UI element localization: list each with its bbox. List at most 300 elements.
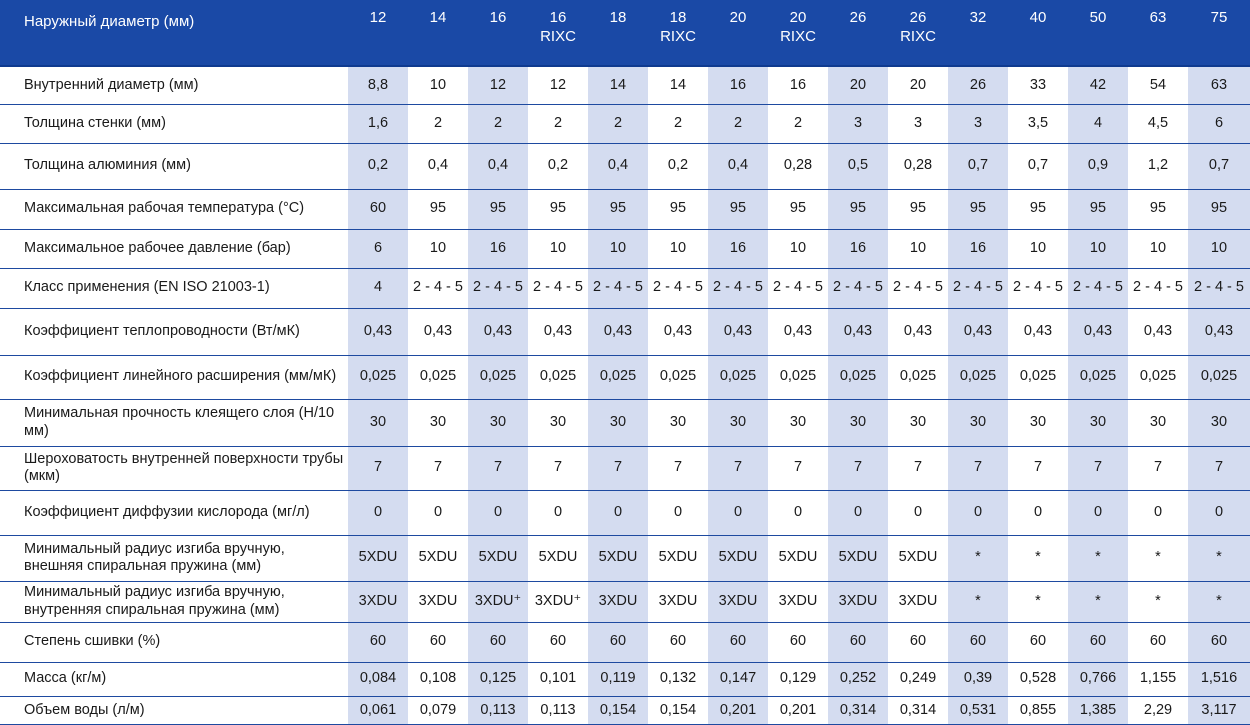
table-cell: 3	[948, 104, 1008, 143]
table-cell: 7	[588, 446, 648, 490]
table-cell: 5XDU	[408, 535, 468, 581]
table-cell: 60	[468, 622, 528, 662]
table-cell: 0,766	[1068, 662, 1128, 696]
table-cell: 16	[708, 229, 768, 268]
table-cell: 3XDU	[408, 581, 468, 622]
row-label: Коэффициент линейного расширения (мм/мК)	[0, 355, 348, 399]
table-cell: 0,2	[528, 143, 588, 189]
table-cell: 0,084	[348, 662, 408, 696]
table-cell: 30	[708, 399, 768, 446]
table-cell: 3,5	[1008, 104, 1068, 143]
table-cell: 4	[348, 268, 408, 308]
table-cell: 0,43	[1068, 308, 1128, 355]
table-cell: 54	[1128, 66, 1188, 104]
table-cell: 16	[828, 229, 888, 268]
row-label: Минимальный радиус изгиба вручную, внешняя спиральная пружина (мм)	[0, 535, 348, 581]
table-row	[0, 535, 1250, 581]
table-row	[0, 268, 1250, 308]
table-cell: 0,025	[1128, 355, 1188, 399]
column-header	[588, 0, 648, 66]
table-cell: 0,531	[948, 696, 1008, 725]
table-cell: 2 - 4 - 5	[768, 268, 828, 308]
row-label: Шероховатость внутренней поверхности трубы (мкм)	[0, 446, 348, 490]
table-cell: 2	[708, 104, 768, 143]
column-header-variant: RIXC	[660, 28, 696, 45]
table-row	[0, 399, 1250, 446]
table-cell: 5XDU	[768, 535, 828, 581]
table-cell: *	[1188, 581, 1250, 622]
table-cell: 16	[708, 66, 768, 104]
table-body	[0, 66, 1250, 725]
column-header-diameter: 40	[1029, 9, 1047, 26]
table-cell: 60	[948, 622, 1008, 662]
table-cell: 2 - 4 - 5	[888, 268, 948, 308]
table-cell: 30	[1188, 399, 1250, 446]
table-cell: 0,129	[768, 662, 828, 696]
table-cell: 0,43	[888, 308, 948, 355]
table-cell: 30	[408, 399, 468, 446]
table-cell: 0,125	[468, 662, 528, 696]
table-cell: 1,385	[1068, 696, 1128, 725]
table-cell: 0	[1068, 490, 1128, 535]
table-row	[0, 189, 1250, 229]
table-cell: 0,025	[708, 355, 768, 399]
table-cell: 10	[768, 229, 828, 268]
row-label: Максимальная рабочая температура (°C)	[0, 189, 348, 229]
table-cell: 0,28	[888, 143, 948, 189]
table-cell: 0	[948, 490, 1008, 535]
column-header	[708, 0, 768, 66]
table-cell: 3XDU	[588, 581, 648, 622]
column-header	[1128, 0, 1188, 66]
table-cell: 0,154	[588, 696, 648, 725]
table-cell: 0,101	[528, 662, 588, 696]
table-cell: 30	[768, 399, 828, 446]
table-cell: 95	[768, 189, 828, 229]
table-cell: 2	[528, 104, 588, 143]
table-cell: 12	[468, 66, 528, 104]
table-cell: 95	[1128, 189, 1188, 229]
table-cell: 3XDU	[708, 581, 768, 622]
table-cell: 0,113	[528, 696, 588, 725]
table-row	[0, 490, 1250, 535]
table-cell: 2	[648, 104, 708, 143]
table-cell: 0,201	[768, 696, 828, 725]
table-cell: 2 - 4 - 5	[948, 268, 1008, 308]
table-cell: 0,154	[648, 696, 708, 725]
table-cell: 0,43	[1128, 308, 1188, 355]
table-cell: 0,108	[408, 662, 468, 696]
table-cell: 0,025	[468, 355, 528, 399]
row-label: Коэффициент теплопроводности (Вт/мК)	[0, 308, 348, 355]
table-cell: 10	[648, 229, 708, 268]
table-row	[0, 696, 1250, 725]
column-header-diameter: 12	[369, 9, 387, 26]
table-cell: 0,147	[708, 662, 768, 696]
row-label: Коэффициент диффузии кислорода (мг/л)	[0, 490, 348, 535]
table-cell: 1,6	[348, 104, 408, 143]
row-label: Толщина алюминия (мм)	[0, 143, 348, 189]
table-cell: 3XDU	[648, 581, 708, 622]
column-header-diameter: 20	[789, 9, 807, 26]
table-cell: 0,43	[408, 308, 468, 355]
table-cell: 3XDU⁺	[528, 581, 588, 622]
table-cell: 3	[828, 104, 888, 143]
table-row	[0, 104, 1250, 143]
table-cell: 0	[408, 490, 468, 535]
table-cell: 0,025	[348, 355, 408, 399]
table-cell: *	[1068, 535, 1128, 581]
table-cell: 0,025	[588, 355, 648, 399]
table-cell: *	[1008, 581, 1068, 622]
table-cell: 0	[1188, 490, 1250, 535]
table-cell: 3XDU	[348, 581, 408, 622]
column-header-diameter: 26	[909, 9, 927, 26]
table-cell: 5XDU	[348, 535, 408, 581]
table-cell: 30	[588, 399, 648, 446]
row-label: Максимальное рабочее давление (бар)	[0, 229, 348, 268]
table-cell: 60	[1068, 622, 1128, 662]
column-header	[1008, 0, 1068, 66]
table-cell: 0,43	[828, 308, 888, 355]
table-cell: 95	[528, 189, 588, 229]
column-header-diameter: 26	[849, 9, 867, 26]
table-cell: 30	[948, 399, 1008, 446]
table-cell: 0,855	[1008, 696, 1068, 725]
table-cell: 0	[1128, 490, 1188, 535]
table-cell: 16	[768, 66, 828, 104]
row-label: Объем воды (л/м)	[0, 696, 348, 725]
table-cell: 7	[1128, 446, 1188, 490]
table-cell: 2 - 4 - 5	[708, 268, 768, 308]
table-cell: 30	[1128, 399, 1188, 446]
table-cell: 7	[1068, 446, 1128, 490]
table-cell: 3XDU	[768, 581, 828, 622]
table-cell: 6	[348, 229, 408, 268]
column-header	[408, 0, 468, 66]
table-cell: 60	[588, 622, 648, 662]
column-header	[768, 0, 828, 66]
table-cell: *	[1008, 535, 1068, 581]
table-cell: 0,43	[648, 308, 708, 355]
column-header	[888, 0, 948, 66]
table-cell: 16	[468, 229, 528, 268]
table-cell: 60	[708, 622, 768, 662]
row-label: Класс применения (EN ISO 21003-1)	[0, 268, 348, 308]
table-row	[0, 622, 1250, 662]
table-cell: 0,025	[948, 355, 1008, 399]
table-cell: 2	[408, 104, 468, 143]
table-cell: 0,43	[588, 308, 648, 355]
table-cell: 2 - 4 - 5	[1128, 268, 1188, 308]
table-row	[0, 446, 1250, 490]
column-header	[1188, 0, 1250, 66]
table-cell: 60	[648, 622, 708, 662]
table-cell: 63	[1188, 66, 1250, 104]
table-cell: 5XDU	[828, 535, 888, 581]
table-cell: 7	[408, 446, 468, 490]
table-cell: 0,43	[948, 308, 1008, 355]
table-cell: 0,025	[528, 355, 588, 399]
table-cell: 0,4	[468, 143, 528, 189]
table-cell: 0	[588, 490, 648, 535]
row-label: Минимальная прочность клеящего слоя (Н/10 мм)	[0, 399, 348, 446]
table-cell: 2 - 4 - 5	[468, 268, 528, 308]
table-cell: 5XDU	[588, 535, 648, 581]
table-cell: 30	[1068, 399, 1128, 446]
column-header	[648, 0, 708, 66]
table-cell: 2 - 4 - 5	[528, 268, 588, 308]
table-cell: 0	[708, 490, 768, 535]
column-header-diameter: 18	[609, 9, 627, 26]
table-cell: *	[1188, 535, 1250, 581]
table-cell: 0,28	[768, 143, 828, 189]
table-cell: 5XDU	[888, 535, 948, 581]
table-cell: 0,025	[648, 355, 708, 399]
table-cell: 7	[648, 446, 708, 490]
column-header-variant: RIXC	[780, 28, 816, 45]
table-cell: 0,314	[828, 696, 888, 725]
column-header-diameter: 16	[549, 9, 567, 26]
table-cell: 95	[408, 189, 468, 229]
table-cell: 5XDU	[468, 535, 528, 581]
table-cell: 2 - 4 - 5	[1068, 268, 1128, 308]
column-header	[468, 0, 528, 66]
table-cell: 7	[1008, 446, 1068, 490]
table-cell: 1,155	[1128, 662, 1188, 696]
row-label: Внутренний диаметр (мм)	[0, 66, 348, 104]
table-cell: 30	[528, 399, 588, 446]
table-cell: 7	[888, 446, 948, 490]
table-cell: 3XDU	[888, 581, 948, 622]
table-cell: 42	[1068, 66, 1128, 104]
table-cell: 2 - 4 - 5	[1008, 268, 1068, 308]
table-cell: 60	[888, 622, 948, 662]
table-cell: 10	[1188, 229, 1250, 268]
table-cell: 10	[528, 229, 588, 268]
column-header	[948, 0, 1008, 66]
table-cell: 14	[588, 66, 648, 104]
table-cell: 2	[768, 104, 828, 143]
table-cell: 30	[828, 399, 888, 446]
table-cell: 10	[408, 66, 468, 104]
table-cell: 60	[828, 622, 888, 662]
table-cell: 0,119	[588, 662, 648, 696]
table-cell: 0,025	[1068, 355, 1128, 399]
table-cell: 2 - 4 - 5	[408, 268, 468, 308]
table-cell: 33	[1008, 66, 1068, 104]
row-label: Минимальный радиус изгиба вручную, внутренняя спиральная пружина (мм)	[0, 581, 348, 622]
column-header-diameter: 20	[729, 9, 747, 26]
column-header-diameter: 18	[669, 9, 687, 26]
table-cell: 95	[1068, 189, 1128, 229]
table-cell: 95	[648, 189, 708, 229]
table-cell: 4	[1068, 104, 1128, 143]
table-cell: 0	[888, 490, 948, 535]
row-label: Масса (кг/м)	[0, 662, 348, 696]
table-cell: 0,061	[348, 696, 408, 725]
table-cell: 10	[1128, 229, 1188, 268]
table-cell: 5XDU	[708, 535, 768, 581]
table-cell: 0,9	[1068, 143, 1128, 189]
table-cell: 7	[528, 446, 588, 490]
column-header-variant: RIXC	[540, 28, 576, 45]
table-row	[0, 143, 1250, 189]
table-cell: 95	[828, 189, 888, 229]
table-cell: *	[1068, 581, 1128, 622]
table-cell: 0,025	[1008, 355, 1068, 399]
table-cell: 0,5	[828, 143, 888, 189]
table-cell: 0,314	[888, 696, 948, 725]
table-cell: 0,4	[588, 143, 648, 189]
table-cell: 0,249	[888, 662, 948, 696]
table-cell: 0,43	[768, 308, 828, 355]
table-cell: 60	[348, 189, 408, 229]
table-cell: 95	[468, 189, 528, 229]
table-cell: 1,2	[1128, 143, 1188, 189]
table-cell: 30	[1008, 399, 1068, 446]
table-cell: 3XDU	[828, 581, 888, 622]
table-cell: 0,113	[468, 696, 528, 725]
table-cell: 0,43	[468, 308, 528, 355]
table-cell: 0,43	[528, 308, 588, 355]
table-cell: 0,252	[828, 662, 888, 696]
column-header-diameter: 32	[969, 9, 987, 26]
table-cell: 60	[768, 622, 828, 662]
table-cell: 7	[948, 446, 1008, 490]
table-cell: 7	[708, 446, 768, 490]
table-cell: 20	[828, 66, 888, 104]
table-cell: 10	[588, 229, 648, 268]
table-cell: 3,117	[1188, 696, 1250, 725]
table-cell: 0,4	[408, 143, 468, 189]
table-cell: 95	[1188, 189, 1250, 229]
table-cell: 16	[948, 229, 1008, 268]
table-cell: 1,516	[1188, 662, 1250, 696]
table-cell: 7	[828, 446, 888, 490]
column-header	[528, 0, 588, 66]
table-cell: 2 - 4 - 5	[648, 268, 708, 308]
table-cell: 5XDU	[528, 535, 588, 581]
table-cell: 60	[528, 622, 588, 662]
table-cell: 95	[888, 189, 948, 229]
table-cell: 10	[888, 229, 948, 268]
table-cell: *	[948, 581, 1008, 622]
table-cell: 0	[768, 490, 828, 535]
table-cell: 0,43	[708, 308, 768, 355]
table-cell: 5XDU	[648, 535, 708, 581]
table-cell: 8,8	[348, 66, 408, 104]
table-cell: 2,29	[1128, 696, 1188, 725]
table-cell: 0,43	[1008, 308, 1068, 355]
table-cell: 30	[348, 399, 408, 446]
table-cell: 3	[888, 104, 948, 143]
column-header-diameter: 75	[1210, 9, 1228, 26]
table-cell: 30	[648, 399, 708, 446]
table-cell: 0,201	[708, 696, 768, 725]
table-cell: 60	[1128, 622, 1188, 662]
table-cell: *	[1128, 581, 1188, 622]
table-cell: 20	[888, 66, 948, 104]
table-cell: 0,7	[1008, 143, 1068, 189]
table-cell: 26	[948, 66, 1008, 104]
table-cell: 60	[1008, 622, 1068, 662]
table-cell: 95	[708, 189, 768, 229]
row-label: Степень сшивки (%)	[0, 622, 348, 662]
table-cell: 14	[648, 66, 708, 104]
table-cell: 95	[588, 189, 648, 229]
table-cell: 0	[348, 490, 408, 535]
table-cell: 0,2	[348, 143, 408, 189]
table-cell: 0	[528, 490, 588, 535]
table-cell: *	[948, 535, 1008, 581]
table-cell: 12	[528, 66, 588, 104]
table-cell: 10	[408, 229, 468, 268]
table-cell: 2 - 4 - 5	[828, 268, 888, 308]
table-cell: 0,43	[1188, 308, 1250, 355]
table-cell: 60	[348, 622, 408, 662]
table-cell: 0,43	[348, 308, 408, 355]
table-cell: 3XDU⁺	[468, 581, 528, 622]
table-cell: 7	[1188, 446, 1250, 490]
table-cell: 0	[468, 490, 528, 535]
column-header	[1068, 0, 1128, 66]
table-cell: 7	[348, 446, 408, 490]
table-cell: 4,5	[1128, 104, 1188, 143]
table-cell: 0,025	[1188, 355, 1250, 399]
table-cell: 2 - 4 - 5	[588, 268, 648, 308]
table-row	[0, 355, 1250, 399]
table-cell: 7	[468, 446, 528, 490]
table-row	[0, 662, 1250, 696]
table-cell: 0,4	[708, 143, 768, 189]
table-cell: 6	[1188, 104, 1250, 143]
table-cell: 10	[1008, 229, 1068, 268]
table-cell: 0,025	[888, 355, 948, 399]
table-cell: 30	[468, 399, 528, 446]
table-cell: 0,7	[948, 143, 1008, 189]
header-title: Наружный диаметр (мм)	[0, 0, 348, 66]
column-header-diameter: 14	[429, 9, 447, 26]
table-cell: 7	[768, 446, 828, 490]
row-label: Толщина стенки (мм)	[0, 104, 348, 143]
table-cell: 0,025	[768, 355, 828, 399]
table-cell: 2 - 4 - 5	[1188, 268, 1250, 308]
table-cell: 0,132	[648, 662, 708, 696]
column-header-diameter: 63	[1149, 9, 1167, 26]
table-header-row	[0, 0, 1250, 66]
table-cell: 30	[888, 399, 948, 446]
table-cell: 0	[648, 490, 708, 535]
table-cell: *	[1128, 535, 1188, 581]
table-row	[0, 308, 1250, 355]
table-cell: 0,079	[408, 696, 468, 725]
column-header	[348, 0, 408, 66]
table-cell: 0	[1008, 490, 1068, 535]
column-header-diameter: 16	[489, 9, 507, 26]
table-cell: 2	[588, 104, 648, 143]
column-header-diameter: 50	[1089, 9, 1107, 26]
table-row	[0, 581, 1250, 622]
table-cell: 0,025	[408, 355, 468, 399]
table-cell: 60	[1188, 622, 1250, 662]
table-cell: 0,7	[1188, 143, 1250, 189]
table-cell: 0,2	[648, 143, 708, 189]
table-cell: 60	[408, 622, 468, 662]
table-cell: 0,528	[1008, 662, 1068, 696]
table-cell: 0,39	[948, 662, 1008, 696]
column-header-variant: RIXC	[900, 28, 936, 45]
